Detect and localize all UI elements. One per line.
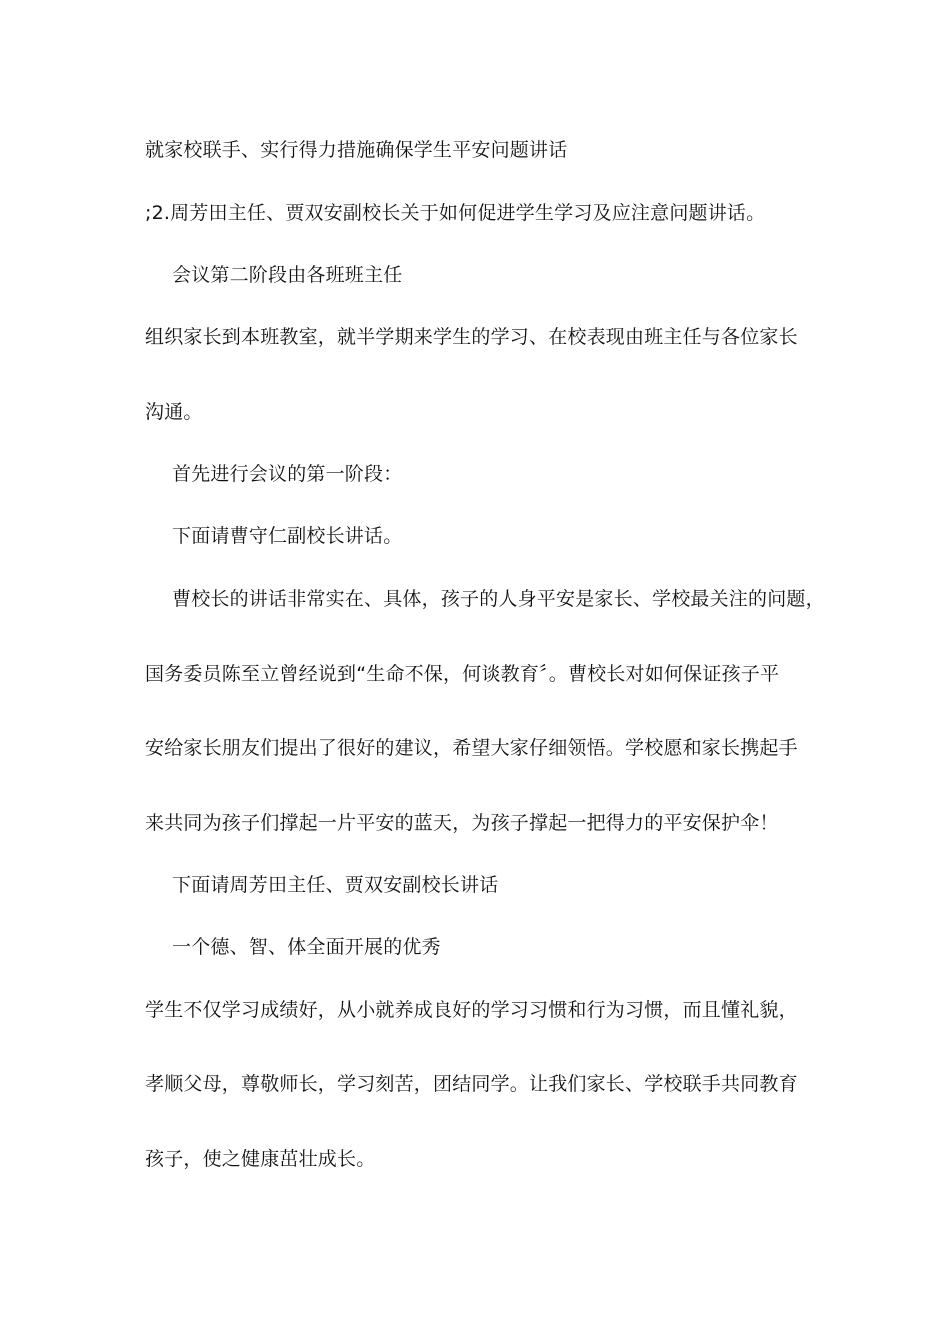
text-line: 一个德、智、体全面开展的优秀 bbox=[172, 936, 441, 958]
text-line: 孩子，使之健康茁壮成长。 bbox=[145, 1148, 376, 1170]
text-line: 下面请周芳田主任、贾双安副校长讲话 bbox=[172, 874, 499, 896]
text-line: 组织家长到本班教室，就半学期来学生的学习、在校表现由班主任与各位家长 bbox=[145, 326, 798, 348]
text-line: 曹校长的讲话非常实在、具体，孩子的人身平安是家长、学校最关注的问题， bbox=[172, 588, 825, 610]
text-line: 沟通。 bbox=[145, 401, 203, 423]
text-line: 国务委员陈至立曾经说到“生命不保，何谈教育〞。曹校长对如何保证孩子平 bbox=[145, 663, 780, 685]
text-line: 学生不仅学习成绩好，从小就养成良好的学习习惯和行为习惯，而且懂礼貌， bbox=[145, 999, 798, 1021]
text-line: 首先进行会议的第一阶段： bbox=[172, 463, 403, 485]
text-line: 安给家长朋友们提出了很好的建议，希望大家仔细领悟。学校愿和家长携起手 bbox=[145, 737, 798, 759]
text-line: 会议第二阶段由各班班主任 bbox=[172, 264, 403, 286]
text-line: ;2.周芳田主任、贾双安副校长关于如何促进学生学习及应注意问题讲话。 bbox=[145, 202, 766, 224]
text-line: 就家校联手、实行得力措施确保学生平安问题讲话 bbox=[145, 139, 568, 161]
text-line: 孝顺父母，尊敬师长，学习刻苦，团结同学。让我们家长、学校联手共同教育 bbox=[145, 1073, 798, 1095]
text-line: 下面请曹守仁副校长讲话。 bbox=[172, 525, 403, 547]
text-line: 来共同为孩子们撑起一片平安的蓝天，为孩子撑起一把得力的平安保护伞！ bbox=[145, 812, 779, 834]
